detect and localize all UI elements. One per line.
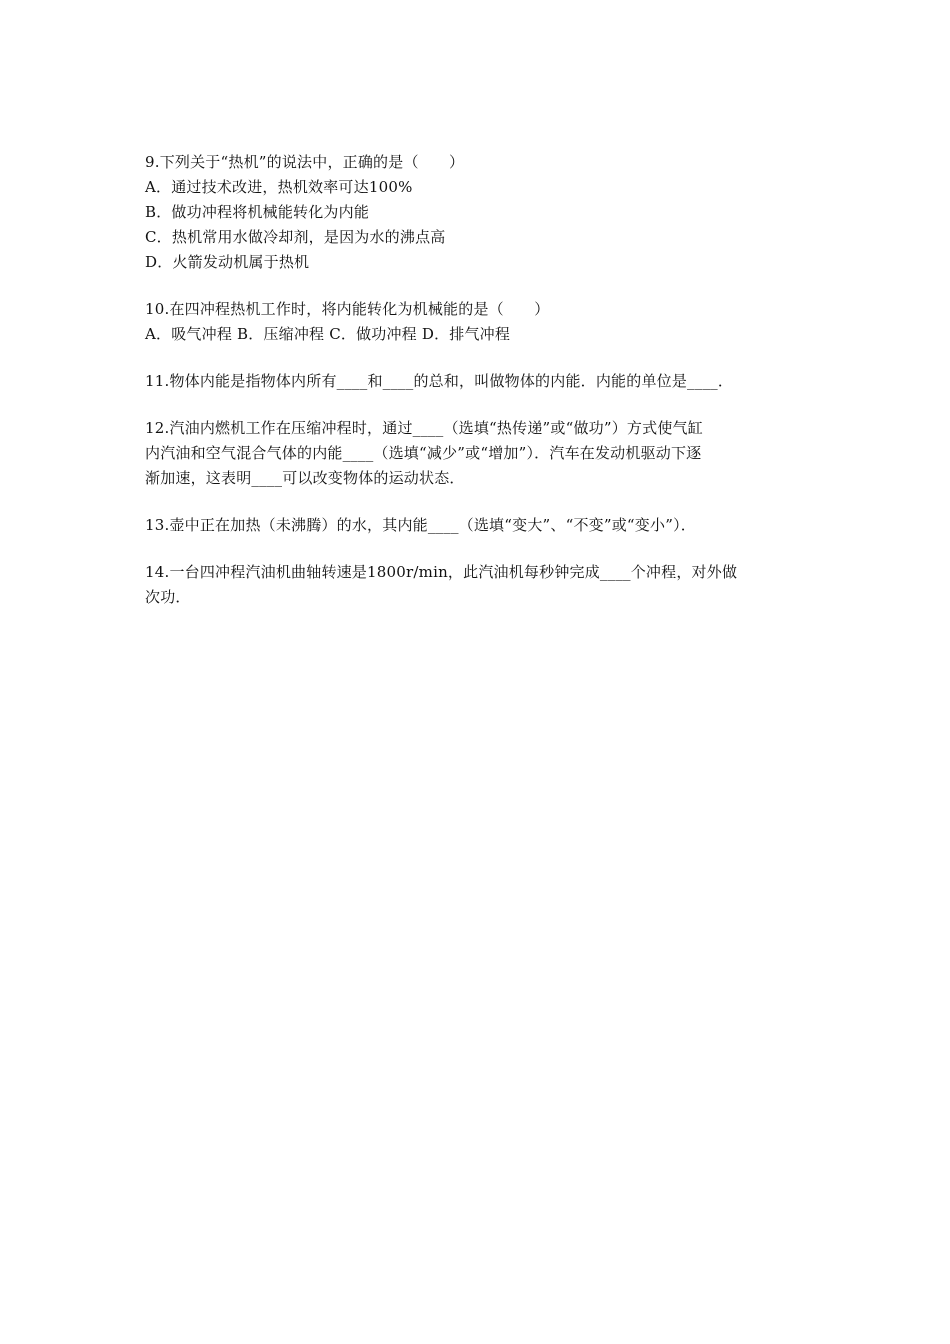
- question-stem-continued: 渐加速，这表明____可以改变物体的运动状态．: [145, 469, 465, 487]
- question-12: [145, 416, 815, 491]
- question-list: [145, 150, 815, 632]
- question-stem: 13.壶中正在加热（未沸腾）的水，其内能____（选填“变大”、“不变”或“变小”）．: [145, 516, 696, 534]
- question-stem: 9.下列关于“热机”的说法中，正确的是（ ）: [145, 153, 465, 171]
- question-stem: 12.汽油内燃机工作在压缩冲程时，通过____（选填“热传递”或“做功”）方式使气缸: [145, 419, 703, 437]
- question-13: [145, 513, 815, 538]
- question-stem-continued: 次功．: [145, 588, 191, 606]
- options-line: A．吸气冲程 B．压缩冲程 C．做功冲程 D．排气冲程: [145, 325, 511, 343]
- question-14: [145, 560, 815, 610]
- question-9: [145, 150, 815, 275]
- question-stem: 11.物体内能是指物体内所有____和____的总和，叫做物体的内能．内能的单位是____．: [145, 372, 734, 390]
- question-stem-continued: 内汽油和空气混合气体的内能____（选填“减少”或“增加”）．汽车在发动机驱动下逐: [145, 444, 702, 462]
- question-11: [145, 369, 815, 394]
- option-a: A．通过技术改进，热机效率可达100%: [145, 178, 413, 196]
- question-stem: 14.一台四冲程汽油机曲轴转速是1800r/min，此汽油机每秒钟完成____个冲程，对外做: [145, 563, 738, 581]
- option-d: D．火箭发动机属于热机: [145, 253, 310, 271]
- question-10: [145, 297, 815, 347]
- option-b: B．做功冲程将机械能转化为内能: [145, 203, 370, 221]
- option-c: C．热机常用水做冷却剂，是因为水的沸点高: [145, 228, 446, 246]
- question-stem: 10.在四冲程热机工作时，将内能转化为机械能的是（ ）: [145, 300, 550, 318]
